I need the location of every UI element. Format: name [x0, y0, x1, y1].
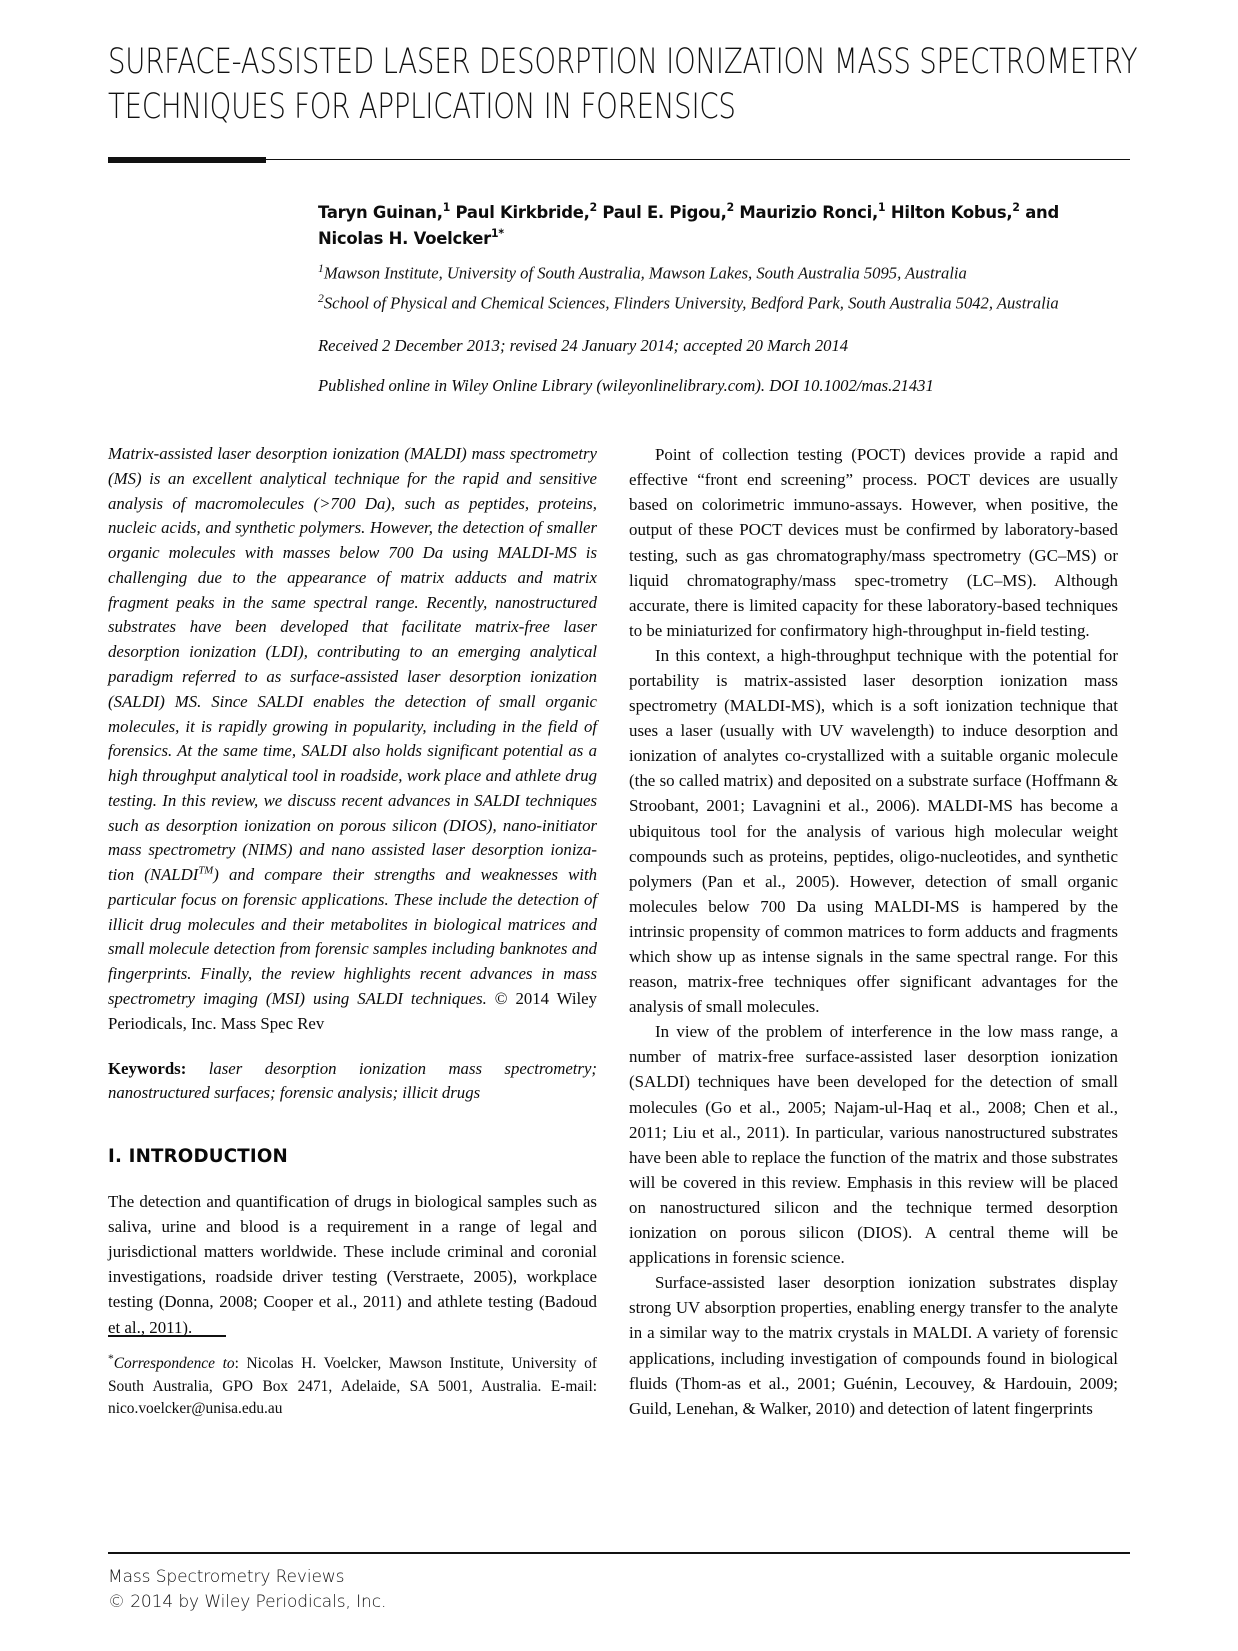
footer-copyright: © 2014 by Wiley Periodicals, Inc. [108, 1592, 387, 1613]
page-footer [108, 1552, 1130, 1615]
author-name-6: and Nicolas H. Voelcker [318, 202, 1060, 249]
footnote-label: Correspondence to [113, 1354, 235, 1372]
keywords-text: laser desorption ionization mass spectrometry; nanostructured surfaces; forensic analysis; illicit drugs [108, 1058, 597, 1103]
author-affil-marker-3: 2 [726, 199, 734, 214]
abstract-trademark-mark: TM [198, 864, 214, 877]
affiliation-marker-1: 1 [318, 262, 324, 276]
footnote-divider [108, 1335, 226, 1337]
right-paragraph-2: In this context, a high-throughput technique with the potential for portability is matrix-assisted laser desorption ionization mass spectrometry (MALDI-MS), which is a soft ionization technique that uses a laser (usually with UV wavelength) to induce desorption and ionization of analytes co-crystallized with a suitable organic molecule (the so called matrix) and deposited on a substrate surface (Hoffmann & Stroobant, 2001; Lavagnini et al., 2006). MALDI-MS has become a ubiquitous tool for the analysis of various high molecular weight compounds such as proteins, peptides, oligo-nucleotides, and synthetic polymers (Pan et al., 2005). However, detection of small organic molecules below 700 Da using MALDI-MS is hampered by the intrinsic propensity of common matrices to form adducts and fragments which show up as intense signals in the same spectral range. For this reason, matrix-free techniques offer significant advantages for the analysis of small molecules. [629, 645, 1118, 1017]
page-title: SURFACE-ASSISTED LASER DESORPTION IONIZATION MASS SPECTROMETRY TECHNIQUES FOR APPLICATION IN FORENSICS [108, 42, 1138, 127]
abstract-part-1: Matrix-assisted laser desorption ionization (MALDI) mass spectrometry (MS) is an excellent analytical technique for the rapid and sensitive analysis of macromolecules (>700 Da), such as peptides, proteins, nucleic acids, and synthetic polymers. However, the detection of smaller organic molecules with masses below 700 Da using MALDI-MS is challenging due to the appearance of matrix adducts and matrix fragment peaks in the same spectral range. Recently, nanostructured substrates have been developed that facilitate matrix-free laser desorption ionization (LDI), contributing to an emerging analytical paradigm referred to as surface-assisted laser desorption ionization (SALDI) MS. Since SALDI enables the detection of small organic molecules, it is rapidly growing in popularity, including in the field of forensics. At the same time, SALDI also holds significant potential as a high throughput analytical tool in roadside, work place and athlete drug testing. In this review, we discuss recent advances in SALDI techniques such as desorption ionization on porous silicon (DIOS), nano-initiator mass spectrometry (NIMS) and nano assisted laser desorption ioniza-tion (NALDI [108, 444, 597, 885]
article-history-dates: Received 2 December 2013; revised 24 January 2014; accepted 20 March 2014 [318, 336, 849, 356]
affiliation-1 [318, 260, 1130, 287]
footer-divider [108, 1552, 1130, 1554]
author-affil-marker-5: 2 [1012, 199, 1020, 214]
footnote-text: : Nicolas H. Voelcker, Mawson Institute, University of South Australia, GPO Box 2471, Adelaide, SA 5001, Australia. E-mail: nico.voelcker@unisa.edu.au [108, 1354, 597, 1418]
author-name-2: Paul Kirkbride, [450, 202, 590, 223]
correspondence-footnote-block [108, 1335, 597, 1421]
section-heading-introduction: I. INTRODUCTION [108, 1146, 288, 1168]
corresponding-author-star: * [498, 226, 504, 240]
title-divider-thick-line [108, 157, 266, 163]
author-affil-marker-1: 1 [442, 199, 451, 214]
abstract-part-2: ) and compare their strengths and weaknesses with particular focus on forensic applications. These include the detection of illicit drug molecules and their metabolites in biological matrices and small molecule detection from forensic samples including banknotes and fingerprints. Finally, the review highlights recent advances in mass spectrometry imaging (MSI) using SALDI techniques. [108, 865, 598, 1008]
keywords [108, 1057, 597, 1107]
author-affil-marker-4: 1 [878, 199, 886, 214]
affiliation-marker-2: 2 [318, 291, 324, 305]
author-affil-marker-6: 1 [491, 226, 499, 240]
author-name-5: Hilton Kobus, [885, 202, 1013, 223]
masthead [108, 163, 1130, 396]
publication-doi-line: Published online in Wiley Online Library (wileyonlinelibrary.com). DOI 10.1002/mas.21431 [318, 376, 934, 396]
left-column [108, 442, 597, 1421]
intro-paragraph: The detection and quantification of drugs in biological samples such as saliva, urine and blood is a requirement in a range of legal and jurisdictional matters worldwide. These include criminal and coronial investigations, roadside driver testing (Verstraete, 2005), workplace testing (Donna, 2008; Cooper et al., 2011) and athlete testing (Badoud et al., 2011). [108, 1192, 597, 1337]
abstract [108, 442, 597, 1036]
affiliation-text-2: School of Physical and Chemical Sciences, Flinders University, Bedford Park, South Australia 5042, Australia [323, 293, 1059, 313]
affiliation-2 [318, 290, 1130, 317]
right-paragraph-4: Surface-assisted laser desorption ionization substrates display strong UV absorption properties, enabling energy transfer to the analyte in a similar way to the matrix crystals in MALDI. A variety of forensic applications, including investigation of compounds found in biological fluids (Thom-as et al., 2001; Guénin, Lecouvey, & Hardouin, 2009; Guild, Lenehan, & Walker, 2010) and detection of latent fingerprints [629, 1273, 1118, 1418]
author-name-1: Taryn Guinan, [318, 202, 443, 223]
author-list [318, 199, 1128, 252]
abstract-copyright: © 2014 Wiley Periodicals, Inc. Mass Spec Rev [108, 988, 597, 1033]
footnote-star-marker: * [108, 1352, 114, 1365]
footer-journal-name: Mass Spectrometry Reviews [108, 1567, 345, 1588]
author-affil-marker-2: 2 [589, 199, 597, 214]
author-name-3: Paul E. Pigou, [596, 202, 727, 223]
keywords-label: Keywords: [108, 1058, 187, 1078]
right-paragraph-3: In view of the problem of interference in the low mass range, a number of matrix-free surface-assisted laser desorption ionization (SALDI) techniques have been developed for the detection of small molecules (Go et al., 2005; Najam-ul-Haq et al., 2008; Chen et al., 2011; Liu et al., 2011). In particular, various nanostructured substrates have been able to replace the function of the matrix and those substrates will be covered in this review. Emphasis in this review will be placed on nanostructured silicon and the technique termed desorption ionization on porous silicon (DIOS). A central theme will be applications in forensic science. [629, 1022, 1118, 1268]
correspondence-footnote [108, 1351, 597, 1421]
right-column [629, 442, 1118, 1421]
author-name-4: Maurizio Ronci, [733, 202, 879, 223]
body-columns [108, 442, 1130, 1421]
affiliation-text-1: Mawson Institute, University of South Australia, Mawson Lakes, South Australia 5095, Australia [323, 263, 967, 283]
title-divider [108, 157, 1130, 163]
right-paragraph-1: Point of collection testing (POCT) devices provide a rapid and effective “front end screening” process. POCT devices are usually based on colorimetric immuno-assays. However, when positive, the output of these POCT devices must be confirmed by laboratory-based testing, such as gas chromatography/mass spectrometry (GC–MS) or liquid chromatography/mass spec-trometry (LC–MS). Although accurate, there is limited capacity for these laboratory-based techniques to be miniaturized for confirmatory high-throughput in-field testing. [629, 445, 1118, 640]
